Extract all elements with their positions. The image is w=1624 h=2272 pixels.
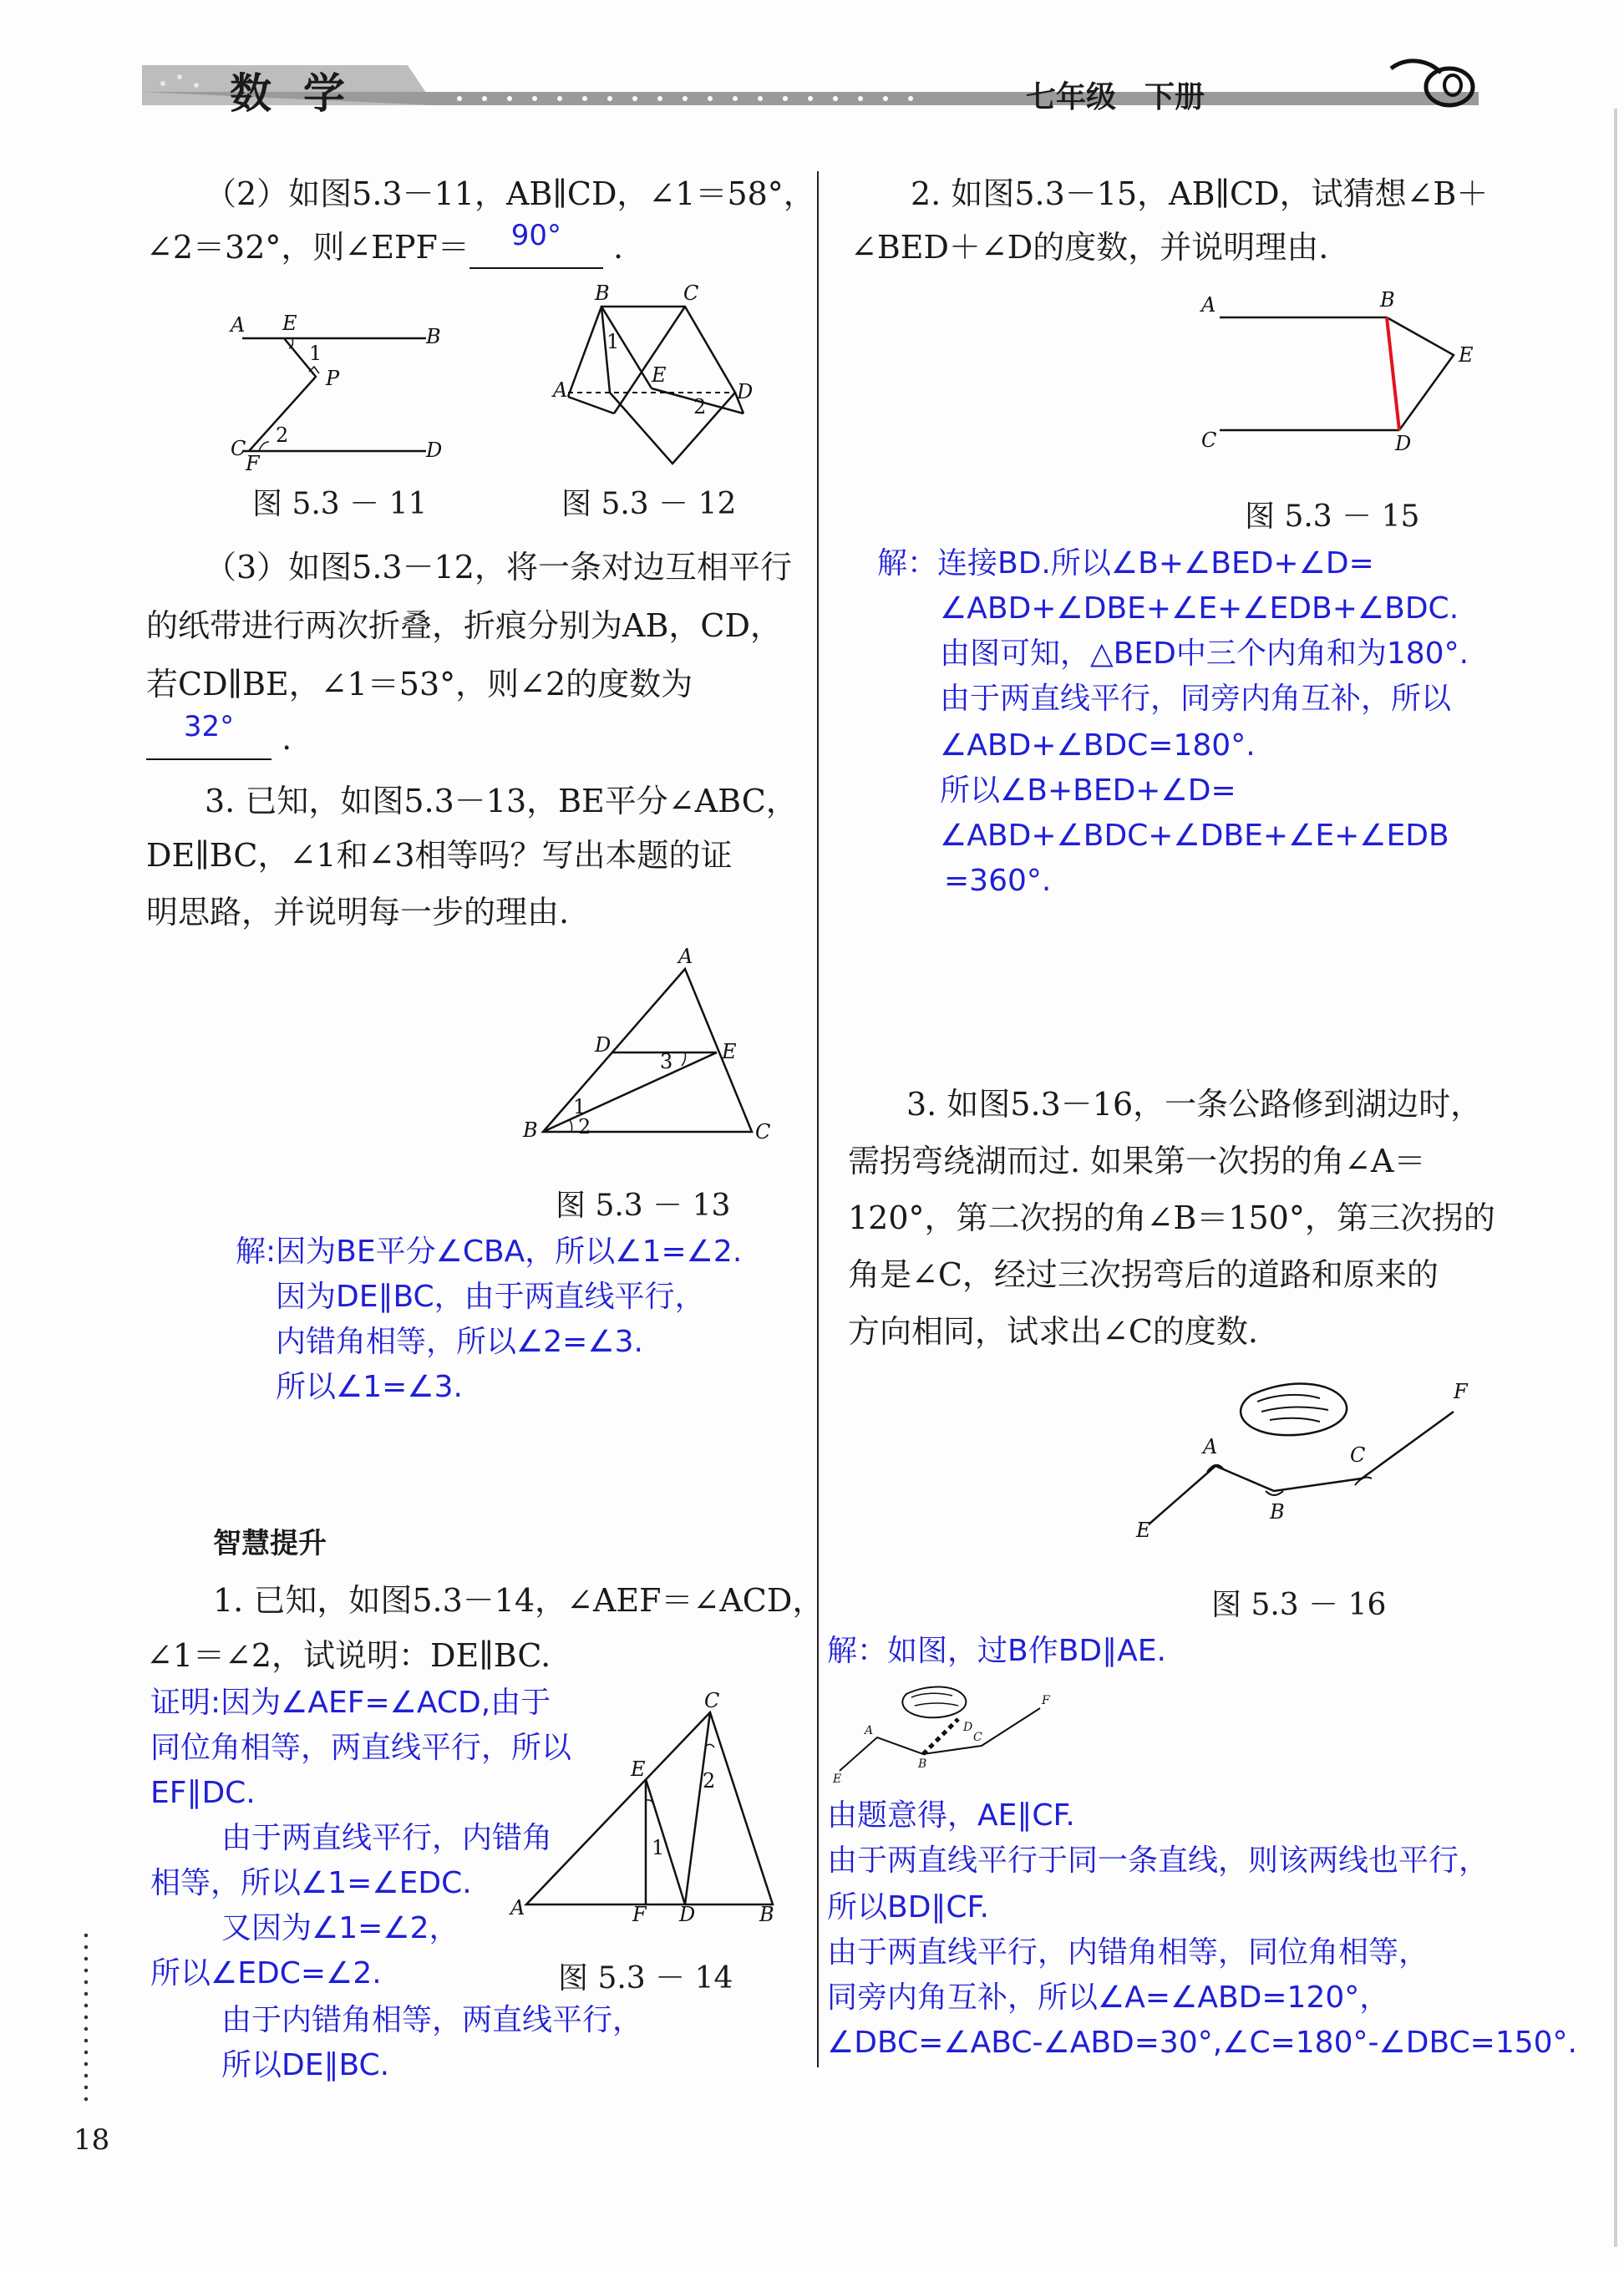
q2-answer-blank: [469, 219, 603, 269]
svg-text:1: 1: [309, 342, 322, 365]
svg-text:F: F: [632, 1903, 647, 1926]
r3-answer-5: 同旁内角互补，所以∠A=∠ABD=120°，: [827, 1980, 1390, 2015]
r2-answer-2: ∠ABD+∠DBE+∠E+∠EDB+∠BDC.: [940, 591, 1459, 626]
q3-line1: （3）如图5.3－12，将一条对边互相平行: [205, 549, 792, 586]
fig16-caption: 图 5.3 － 16: [1211, 1588, 1387, 1622]
r3-answer-first: 解：如图，过B作BD∥AE.: [827, 1634, 1166, 1668]
w1-answer-2: 同位角相等，两直线平行，所以: [150, 1731, 572, 1765]
p3-line3: 明思路，并说明每一步的理由.: [146, 894, 570, 931]
mascot-logo: [1383, 52, 1483, 114]
r2-line2: ∠BED＋∠D的度数，并说明理由.: [850, 229, 1329, 266]
r3-answer-3: 所以BD∥CF.: [827, 1890, 989, 1925]
svg-text:C: C: [704, 1689, 720, 1712]
svg-text:D: D: [426, 439, 443, 462]
svg-text:C: C: [231, 437, 246, 460]
svg-text:1: 1: [573, 1095, 586, 1118]
w1-line1: 1. 已知，如图5.3－14，∠AEF＝∠ACD，: [213, 1582, 825, 1619]
r3-line3: 120°，第二次拐的角∠B＝150°，第三次拐的: [848, 1199, 1495, 1236]
r2-answer-3: 由图可知，△BED中三个内角和为180°.: [940, 636, 1469, 671]
svg-text:A: A: [510, 1896, 525, 1920]
w1-line2: ∠1＝∠2，试说明：DE∥BC.: [146, 1637, 551, 1674]
r3-answer-6: ∠DBC=∠ABC-∠ABD=30°,∠C=180°-∠DBC=150°.: [827, 2026, 1577, 2060]
svg-text:E: E: [652, 363, 667, 387]
svg-text:D: D: [737, 380, 754, 403]
svg-text:A: A: [678, 945, 693, 968]
q3-line3: 若CD∥BE，∠1＝53°，则∠2的度数为: [146, 666, 693, 702]
w1-answer-4: 由于两直线平行，内错角: [221, 1821, 553, 1855]
r3-line4: 角是∠C，经过三次拐弯后的道路和原来的: [848, 1256, 1439, 1293]
svg-text:C: C: [755, 1120, 771, 1144]
fig11-caption: 图 5.3 － 11: [252, 487, 428, 521]
grade-label: 七年级: [1026, 79, 1117, 114]
svg-text:E: E: [1136, 1519, 1151, 1542]
svg-text:A: A: [231, 313, 246, 337]
w1-answer-9: 所以DE∥BC.: [221, 2048, 390, 2082]
figure-5-3-12: [535, 281, 754, 472]
q3-answer-line: 32° .: [146, 718, 292, 760]
q2-line1: （2）如图5.3－11，AB∥CD，∠1＝58°，: [205, 175, 815, 212]
r3-line2: 需拐弯绕湖而过. 如果第一次拐的角∠A＝: [848, 1143, 1426, 1179]
r3-answer-4: 由于两直线平行，内错角相等，同位角相等，: [827, 1935, 1429, 1970]
p3-answer-4: 所以∠1=∠3.: [276, 1370, 463, 1404]
q2-line2-text: ∠2＝32°，则∠EPF＝: [146, 229, 469, 266]
svg-text:P: P: [326, 367, 340, 390]
svg-text:2: 2: [693, 395, 707, 418]
section-title: 智慧提升: [213, 1527, 327, 1560]
svg-text:D: D: [963, 1721, 973, 1734]
w1-answer-1: 证明:因为∠AEF=∠ACD,由于: [150, 1686, 551, 1720]
solution-sketch: [831, 1679, 1073, 1788]
svg-text:C: C: [1350, 1443, 1366, 1467]
r3-answer-1: 由题意得，AE∥CF.: [827, 1798, 1075, 1833]
figure-5-3-16: [1119, 1370, 1487, 1554]
r2-answer-1: 解：连接BD.所以∠B+∠BED+∠D=: [877, 546, 1374, 581]
fig14-caption: 图 5.3 － 14: [558, 1961, 733, 1996]
r2-answer-7: ∠ABD+∠BDC+∠DBE+∠E+∠EDB: [940, 819, 1449, 853]
svg-text:E: E: [722, 1040, 737, 1063]
svg-text:B: B: [759, 1903, 774, 1926]
p3-line1: 3. 已知，如图5.3－13，BE平分∠ABC，: [205, 783, 798, 819]
svg-text:B: B: [918, 1757, 927, 1771]
svg-text:B: B: [1270, 1500, 1285, 1524]
svg-text:D: D: [1395, 432, 1412, 455]
svg-text:1: 1: [652, 1836, 665, 1859]
r2-answer-4: 由于两直线平行，同旁内角互补，所以: [940, 682, 1452, 716]
svg-text:E: E: [282, 312, 297, 335]
svg-text:C: C: [683, 281, 699, 305]
q3-line2: 的纸带进行两次折叠，折痕分别为AB，CD，: [146, 607, 782, 644]
p3-line2: DE∥BC，∠1和∠3相等吗？写出本题的证: [146, 837, 733, 874]
subject-title: 数学: [230, 68, 377, 118]
column-divider: [817, 171, 819, 2067]
r2-answer-5: ∠ABD+∠BDC=180°.: [940, 728, 1256, 763]
right-margin-rule: [1614, 109, 1617, 2247]
svg-text:2: 2: [703, 1769, 716, 1793]
w1-answer-5: 相等，所以∠1=∠EDC.: [150, 1866, 472, 1900]
svg-text:B: B: [426, 325, 441, 348]
w1-answer-6: 又因为∠1=∠2，: [221, 1911, 459, 1945]
svg-text:E: E: [631, 1757, 646, 1781]
svg-text:A: A: [1201, 293, 1216, 317]
svg-text:A: A: [1203, 1435, 1218, 1458]
q3-answer: 32°: [183, 710, 235, 743]
r3-line5: 方向相同，试求出∠C的度数.: [848, 1313, 1258, 1350]
p3-answer-2: 因为DE∥BC，由于两直线平行，: [276, 1280, 705, 1314]
svg-text:C: C: [1201, 429, 1217, 452]
r3-answer-2: 由于两直线平行于同一条直线，则该两线也平行，: [827, 1843, 1490, 1878]
p3-answer-3: 内错角相等，所以∠2=∠3.: [276, 1325, 643, 1359]
svg-text:F: F: [1454, 1380, 1468, 1403]
svg-text:C: C: [973, 1731, 982, 1744]
svg-text:B: B: [1380, 288, 1395, 312]
fig12-caption: 图 5.3 － 12: [561, 487, 737, 521]
fig13-caption: 图 5.3 － 13: [556, 1189, 731, 1223]
r2-answer-6: 所以∠B+BED+∠D=: [940, 773, 1236, 808]
page-number: 18: [74, 2123, 110, 2157]
figure-5-3-11: [226, 305, 443, 475]
r2-answer-8: =360°.: [944, 864, 1052, 898]
figure-5-3-15: [1195, 288, 1487, 464]
svg-text:A: A: [865, 1724, 874, 1737]
svg-text:3: 3: [660, 1050, 673, 1073]
book-label: 下册: [1144, 79, 1205, 114]
svg-text:E: E: [833, 1772, 842, 1786]
svg-text:1: 1: [606, 330, 620, 353]
fig15-caption: 图 5.3 － 15: [1245, 500, 1420, 534]
r3-line1: 3. 如图5.3－16，一条公路修到湖边时，: [906, 1086, 1483, 1123]
svg-text:2: 2: [276, 423, 289, 447]
svg-text:B: B: [523, 1118, 538, 1142]
svg-text:D: D: [595, 1033, 612, 1057]
r2-line1: 2. 如图5.3－15，AB∥CD，试猜想∠B＋: [911, 175, 1489, 212]
svg-text:E: E: [1459, 343, 1474, 367]
svg-text:A: A: [553, 378, 568, 402]
w1-answer-3: EF∥DC.: [150, 1776, 256, 1810]
svg-text:F: F: [1042, 1694, 1050, 1707]
figure-5-3-14: [505, 1689, 794, 1926]
w1-answer-7: 所以∠EDC=∠2.: [150, 1956, 382, 1991]
svg-text:F: F: [246, 452, 260, 475]
q2-answer: 90°: [510, 219, 562, 252]
w1-answer-8: 由于内错角相等，两直线平行，: [221, 2003, 643, 2037]
p3-answer-1: 解:因为BE平分∠CBA，所以∠1=∠2.: [236, 1235, 743, 1269]
q3-answer-blank: [146, 710, 272, 760]
binding-dots: [84, 1930, 89, 2105]
svg-text:B: B: [595, 281, 610, 305]
figure-5-3-13: [518, 945, 785, 1149]
svg-text:2: 2: [578, 1115, 591, 1139]
q2-line2: ∠2＝32°，则∠EPF＝ 90° .: [146, 227, 623, 269]
svg-text:D: D: [679, 1903, 696, 1926]
